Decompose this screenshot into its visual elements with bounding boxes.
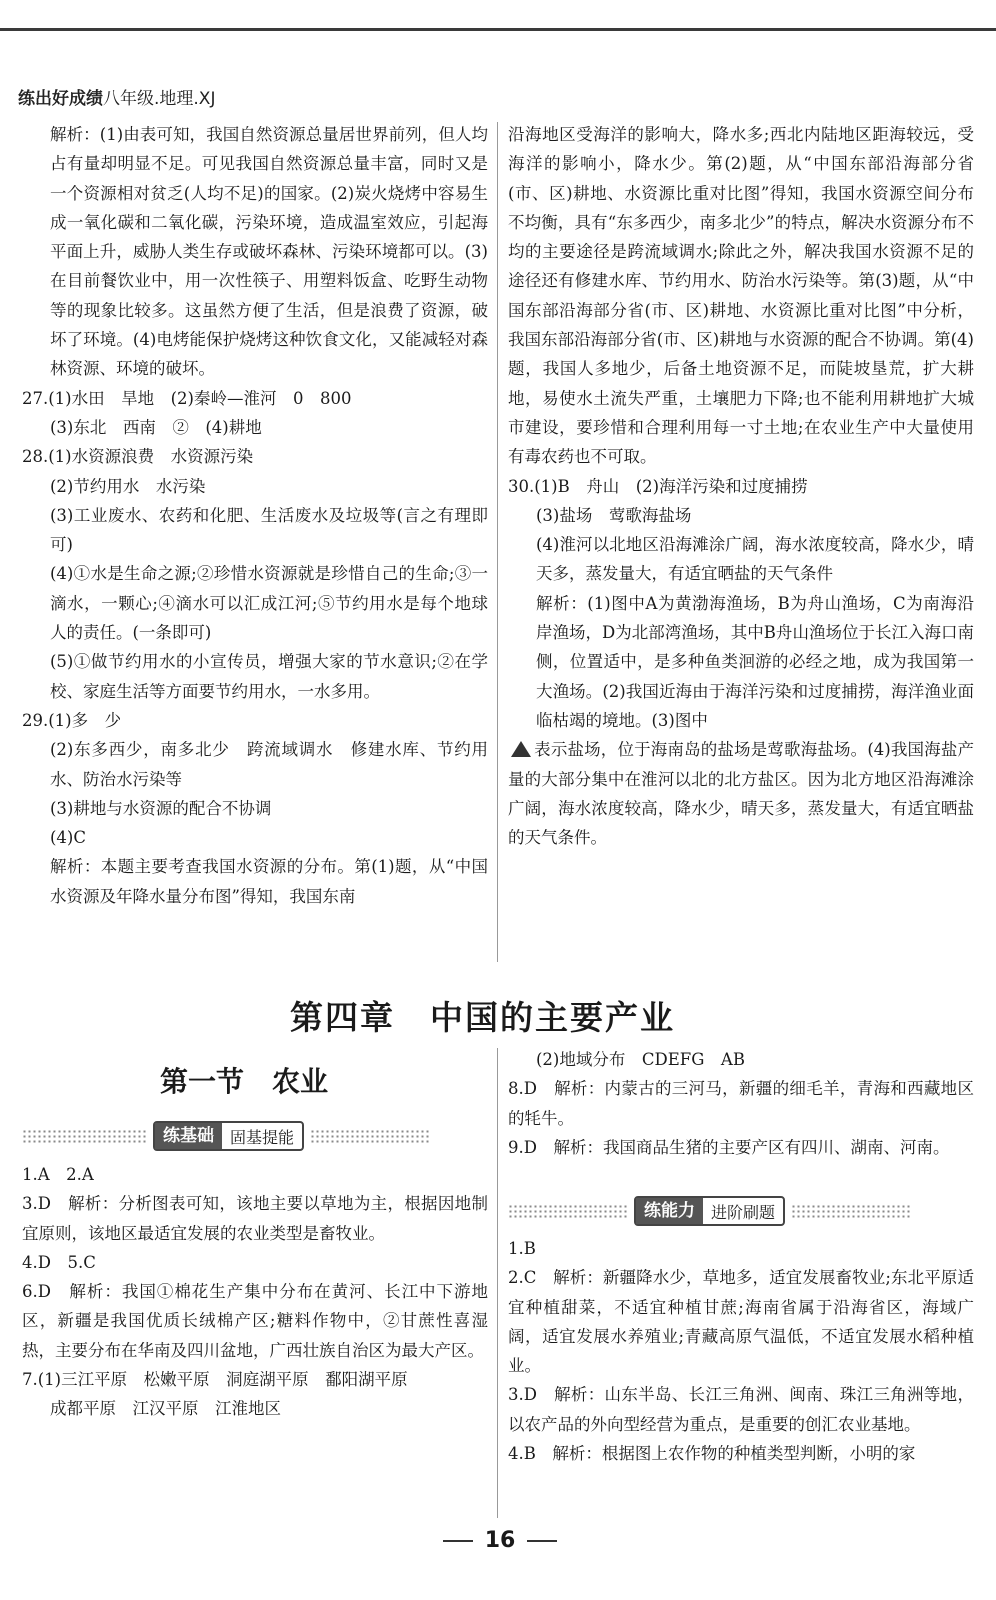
answer-28-line1: 28.(1)水资源浪费 水资源污染	[22, 447, 254, 467]
answer-28-line4: (4)①水是生命之源;②珍惜水资源就是珍惜自己的生命;③一滴水，一颗心;④滴水可以汇成江河;⑤节约用水是每个地球人的责任。(一条即可)	[50, 564, 488, 643]
answer-1-2: 1.A 2.A	[22, 1165, 94, 1184]
page-header	[18, 84, 215, 109]
banner-basic-tag	[153, 1121, 304, 1151]
column-divider-top	[497, 122, 498, 962]
banner-ability-tag	[634, 1196, 785, 1226]
banner-ability-light: 进阶刷题	[711, 1202, 776, 1222]
answer-28-line5: (5)①做节约用水的小宣传员，增强大家的节水意识;②在学校、家庭生活等方面要节约用水，一水多用。	[50, 652, 488, 701]
analysis-30-b	[508, 735, 974, 852]
banner-dots-left	[22, 1129, 147, 1143]
answer-6: 6.D 解析：我国①棉花生产集中分布在黄河、长江中下游地区，新疆是我国优质长绒棉产区;糖料作物中，②甘蔗性喜湿热，主要分布在华南及四川盆地，广西壮族自治区为最大产区。	[22, 1282, 488, 1360]
banner-ability-dark: 练能力	[636, 1198, 703, 1224]
answer-30-line2: (3)盐场 莺歌海盐场	[536, 505, 692, 525]
answer-27-line2: (3)东北 西南 ② (4)耕地	[50, 417, 262, 437]
bottom-right-column	[508, 1045, 974, 1162]
banner-basic-dark: 练基础	[155, 1123, 222, 1149]
answer-30-line1: 30.(1)B 舟山 (2)海洋污染和过度捕捞	[508, 476, 808, 496]
analysis-30-b-text: 表示盐场，位于海南岛的盐场是莺歌海盐场。(4)我国海盐产量的大部分集中在淮河以北的北方盐区。因为北方地区沿海滩涂广阔，海水浓度较高，降水少，晴天多，蒸发量大，有适宜晒盐的天气条件。	[508, 740, 974, 848]
top-right-column	[508, 120, 974, 852]
analysis-30-a: 解析：(1)图中A为黄渤海渔场，B为舟山渔场，C为南海沿岸渔场，D为北部湾渔场，其中B舟山渔场位于长江入海口南侧，位置适中，是多种鱼类洄游的必经之地，成为我国第一大渔场。(2)我国近海由于海洋污染和过度捕捞，海洋渔业面临枯竭的境地。(3)图中	[536, 593, 974, 730]
analysis-29-cont: 沿海地区受海洋的影响大，降水多;西北内陆地区距海较远，受海洋的影响小，降水少。第(2)题，从“中国东部沿海部分省(市、区)耕地、水资源比重对比图”得知，我国水资源空间分布不均衡，具有“东多西少，南多北少”的特点，解决水资源分布不均的主要途径是跨流域调水;除此之外，解决我国水资源不足的途径还有修建水库、节约用水、防治水污染等。第(3)题，从“中国东部沿海部分省(市、区)耕地、水资源比重对比图”中分析，我国东部沿海部分省(市、区)耕地与水资源的配合不协调。第(4)题，我国人多地少，后备土地资源不足，而陡坡垦荒，扩大耕地，易使水土流失严重，土壤肥力下降;也不能利用耕地扩大城市建设，要珍惜和合理利用每一寸土地;在农业生产中大量使用有毒农药也不可取。	[508, 125, 974, 467]
banner-ability	[508, 1195, 974, 1227]
analysis-29: 解析：本题主要考查我国水资源的分布。第(1)题，从“中国水资源及年降水量分布图”得知，我国东南	[50, 857, 488, 906]
top-left-column	[22, 120, 488, 911]
answer-7-line3: (2)地域分布 CDEFG AB	[536, 1050, 745, 1069]
bottom-right-column-ability	[508, 1234, 974, 1468]
bottom-left-column	[22, 1160, 488, 1424]
answer-29-line2: (2)东多西少，南多北少 跨流域调水 修建水库、节约用水、防治水污染等	[50, 740, 488, 789]
answer-9: 9.D 解析：我国商品生猪的主要产区有四川、湖南、河南。	[508, 1137, 950, 1157]
answer-27-line1: 27.(1)水田 旱地 (2)秦岭—淮河 0 800	[22, 388, 352, 408]
analysis-26: 解析：(1)由表可知，我国自然资源总量居世界前列，但人均占有量却明显不足。可见我国自然资源总量丰富，同时又是一个资源相对贫乏(人均不足)的国家。(2)炭火烧烤中容易生成一氧化碳和二氧化碳，污染环境，造成温室效应，引起海平面上升，威胁人类生存或破坏森林、污染环境都可以。(3)在目前餐饮业中，用一次性筷子、用塑料饭盒、吃野生动物等的现象比较多。这虽然方便了生活，但是浪费了资源，破坏了环境。(4)电烤能保护烧烤这种饮食文化，又能减轻对森林资源、环境的破坏。	[50, 125, 488, 379]
top-rule	[0, 28, 996, 31]
answer-8: 8.D 解析：内蒙古的三河马，新疆的细毛羊，青海和西藏地区的牦牛。	[508, 1079, 974, 1128]
answer-7-line1: 7.(1)三江平原 松嫩平原 洞庭湖平原 鄱阳湖平原	[22, 1370, 408, 1390]
page-number	[430, 1528, 570, 1553]
answer-3: 3.D 解析：分析图表可知，该地主要以草地为主，根据因地制宜原则，该地区最适宜发展的农业类型是畜牧业。	[22, 1194, 488, 1243]
ability-answer-2: 2.C 解析：新疆降水少，草地多，适宜发展畜牧业;东北平原适宜种植甜菜，不适宜种植甘蔗;海南省属于沿海省区，海域广阔，适宜发展水养殖业;青藏高原气温低，不适宜发展水稻种植业。	[508, 1268, 974, 1376]
answer-7-line2: 成都平原 江汉平原 江淮地区	[50, 1399, 281, 1419]
banner-dots-right	[310, 1129, 430, 1143]
answer-29-line4: (4)C	[50, 828, 86, 848]
book-meta: 八年级.地理.XJ	[103, 89, 216, 109]
page-dash-right	[527, 1540, 557, 1542]
chapter-title: 第四章 中国的主要产业	[290, 998, 675, 1037]
book-title: 练出好成绩	[18, 89, 103, 109]
column-divider-bottom	[497, 1048, 498, 1518]
ability-answer-1: 1.B	[508, 1239, 536, 1258]
banner-basic	[22, 1120, 488, 1152]
answer-29-line3: (3)耕地与水资源的配合不协调	[50, 798, 272, 818]
answer-29-line1: 29.(1)多 少	[22, 710, 122, 730]
salt-field-icon	[511, 741, 531, 757]
ability-answer-3: 3.D 解析：山东半岛、长江三角洲、闽南、珠江三角洲等地，以农产品的外向型经营为重点，是重要的创汇农业基地。	[508, 1385, 974, 1434]
page-number-text: 16	[484, 1528, 516, 1553]
ability-answer-4: 4.B 解析：根据图上农作物的种植类型判断，小明的家	[508, 1444, 916, 1464]
page-dash-left	[443, 1540, 473, 1542]
banner-ability-dots-right	[791, 1204, 911, 1218]
answer-4-5: 4.D 5.C	[22, 1252, 96, 1272]
banner-ability-dots-left	[508, 1204, 628, 1218]
banner-basic-light: 固基提能	[230, 1127, 295, 1147]
answer-28-line2: (2)节约用水 水污染	[50, 476, 206, 496]
answer-28-line3: (3)工业废水、农药和化肥、生活废水及垃圾等(言之有理即可)	[50, 505, 488, 555]
answer-30-line3: (4)淮河以北地区沿海滩涂广阔，海水浓度较高，降水少，晴天多，蒸发量大，有适宜晒盐的天气条件	[536, 535, 974, 584]
section-title: 第一节 农业	[160, 1065, 329, 1098]
